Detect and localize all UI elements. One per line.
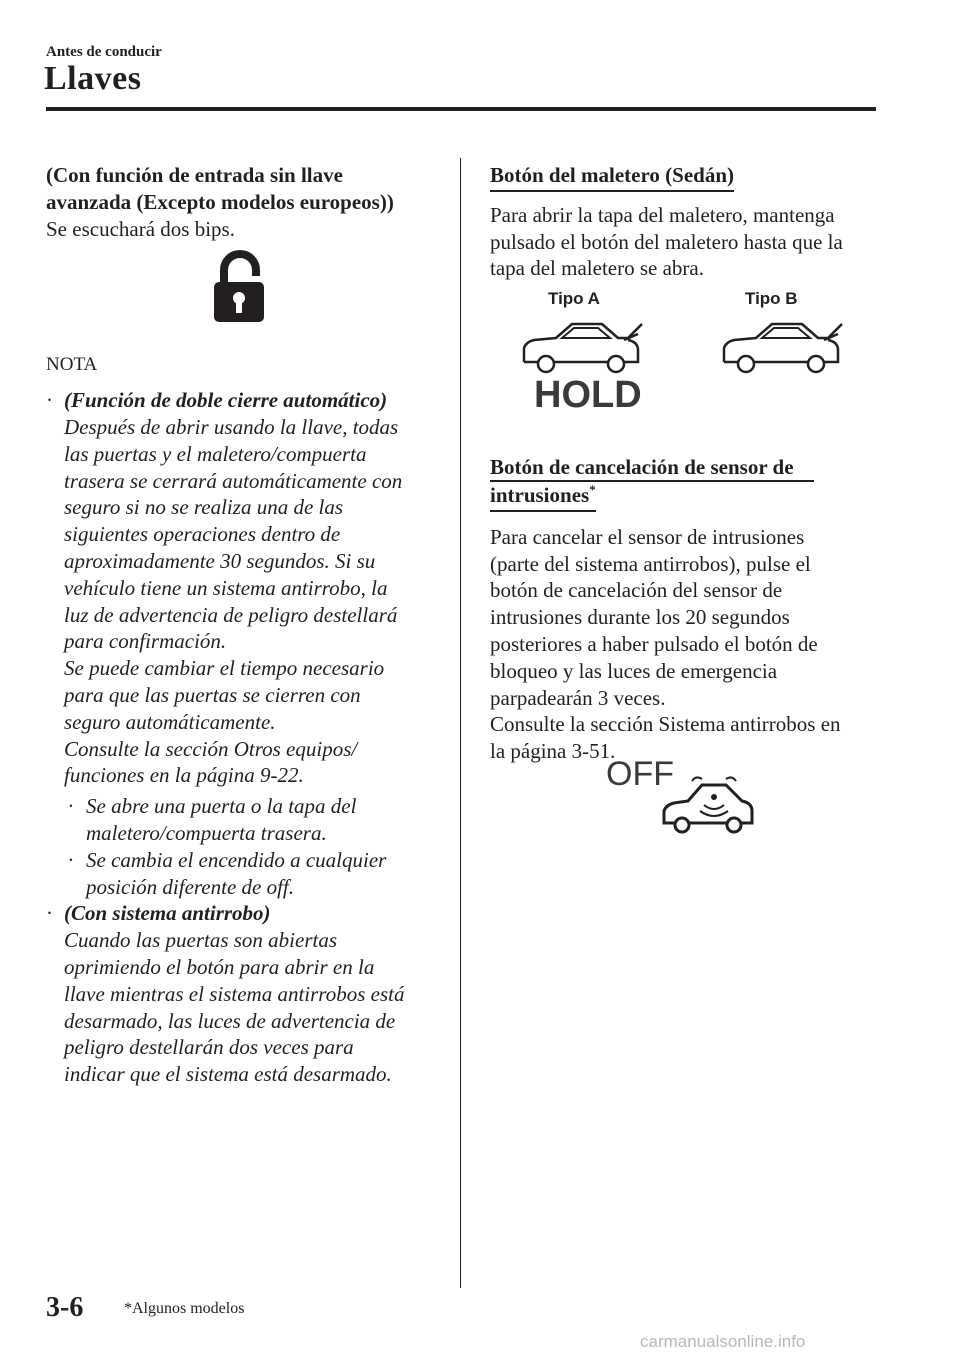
intrusion-sensor-icon: [658, 775, 758, 839]
bullet1-line: vehículo tiene un sistema antirrobo, la: [64, 575, 388, 600]
hold-label: HOLD: [534, 374, 642, 417]
watermark: carmanualsonline.info: [640, 1332, 806, 1351]
note-bullet-antitheft: [46, 900, 446, 1088]
intrusion-line: intrusiones durante los 20 segundos: [490, 605, 790, 630]
bullet2-line: indicar que el sistema está desarmado.: [64, 1062, 392, 1087]
sub-bullet-line: Se cambia el encendido a cualquier: [86, 847, 387, 872]
bullet1-line: Se puede cambiar el tiempo necesario: [64, 656, 385, 681]
car-trunk-open-icon-b: [718, 318, 848, 378]
trunk-line: Para abrir la tapa del maletero, mantenga: [490, 202, 835, 227]
sub-bullet-line: maletero/compuerta trasera.: [86, 820, 327, 845]
bullet1-line: para que las puertas se cierren con: [64, 682, 361, 707]
bullet2-line: Cuando las puertas son abiertas: [64, 928, 338, 953]
bullet-dot: ·: [68, 794, 74, 819]
intrusion-line: bloqueo y las luces de emergencia: [490, 658, 778, 683]
intrusion-heading-line1: Botón de cancelación de sensor de: [490, 455, 794, 480]
sub-bullet-item: [46, 847, 446, 901]
trunk-figure: [490, 282, 880, 454]
note-label: NOTA: [46, 354, 98, 376]
bullet1-line: Consulte la sección Otros equipos/: [64, 736, 358, 761]
right-column: [490, 162, 880, 845]
bullet2-body: [64, 927, 446, 1088]
intrusion-body: [490, 524, 880, 765]
page-number: 3-6: [46, 1292, 84, 1323]
left-column: [46, 162, 446, 1088]
intrusion-line: (parte del sistema antirrobos), pulse el: [490, 551, 811, 576]
intrusion-heading-line2: [490, 482, 596, 512]
page-title: Llaves: [44, 60, 142, 97]
section-label: Antes de conducir: [46, 44, 162, 60]
sub-bullet-item: [46, 793, 446, 847]
sub-bullet-line: posición diferente de off.: [86, 874, 295, 899]
intrusion-heading-text: intrusiones: [490, 482, 590, 507]
off-label: OFF: [606, 754, 674, 793]
bullet1-line: para confirmación.: [64, 629, 227, 654]
car-trunk-open-icon: [518, 318, 648, 378]
column-divider: [460, 158, 461, 1288]
bullet2-line: llave mientras el sistema antirrobos está: [64, 981, 405, 1006]
bullet-dot: ·: [46, 901, 53, 926]
trunk-line: pulsado el botón del maletero hasta que la: [490, 229, 843, 254]
tipo-b-label: Tipo B: [745, 289, 798, 309]
bullet1-line: trasera se cerrará automáticamente con: [64, 468, 403, 493]
bullet1-line: Después de abrir usando la llave, todas: [64, 414, 399, 439]
bullet2-line: oprimiendo el botón para abrir en la: [64, 954, 375, 979]
title-rule: [46, 107, 876, 111]
intrusion-line: la página 3-51.: [490, 739, 616, 764]
bullet2-line: peligro destellarán dos veces para: [64, 1035, 354, 1060]
bullet2-line: desarmado, las luces de advertencia de: [64, 1008, 396, 1033]
intrusion-line: parpadearán 3 veces.: [490, 685, 666, 710]
sub-bullet-line: Se abre una puerta o la tapa del: [86, 794, 357, 819]
bullet1-line: aproximadamente 30 segundos. Si su: [64, 548, 376, 573]
bullet1-line: siguientes operaciones dentro de: [64, 522, 341, 547]
intro-text: Se escuchará dos bips.: [46, 216, 235, 241]
bullet2-title: (Con sistema antirrobo): [64, 901, 271, 926]
bullet1-line: las puertas y el maletero/compuerta: [64, 441, 367, 466]
bullet1-body: [64, 414, 446, 789]
note-bullet-auto-lock: [46, 387, 446, 789]
trunk-line: tapa del maletero se abra.: [490, 256, 704, 281]
bullet1-line: seguro automáticamente.: [64, 709, 276, 734]
sub-bullet-list: [46, 793, 446, 900]
keyless-heading-line2: avanzada (Excepto modelos europeos)): [46, 189, 394, 214]
trunk-body: [490, 202, 880, 282]
intrusion-line: botón de cancelación del sensor de: [490, 578, 783, 603]
bullet1-title: (Función de doble cierre automático): [64, 388, 388, 413]
bullet1-line: funciones en la página 9-22.: [64, 763, 304, 788]
tipo-a-label: Tipo A: [548, 289, 600, 309]
keyless-heading-line1: (Con función de entrada sin llave: [46, 163, 343, 187]
padlock-open-icon: [212, 250, 268, 324]
trunk-heading: Botón del maletero (Sedán): [490, 162, 734, 192]
intrusion-line: posteriores a haber pulsado el botón de: [490, 631, 818, 656]
bullet-dot: ·: [46, 388, 53, 413]
intrusion-line: Consulte la sección Sistema antirrobos en: [490, 712, 841, 737]
footnote-text: *Algunos modelos: [124, 1300, 245, 1317]
footnote-star: *: [589, 481, 596, 497]
off-figure: [490, 754, 880, 845]
bullet1-line: seguro si no se realiza una de las: [64, 495, 344, 520]
intrusion-line: Para cancelar el sensor de intrusiones: [490, 524, 805, 549]
lock-figure: [46, 242, 446, 334]
bullet-dot: ·: [68, 847, 74, 872]
bullet1-line: luz de advertencia de peligro destellará: [64, 602, 398, 627]
